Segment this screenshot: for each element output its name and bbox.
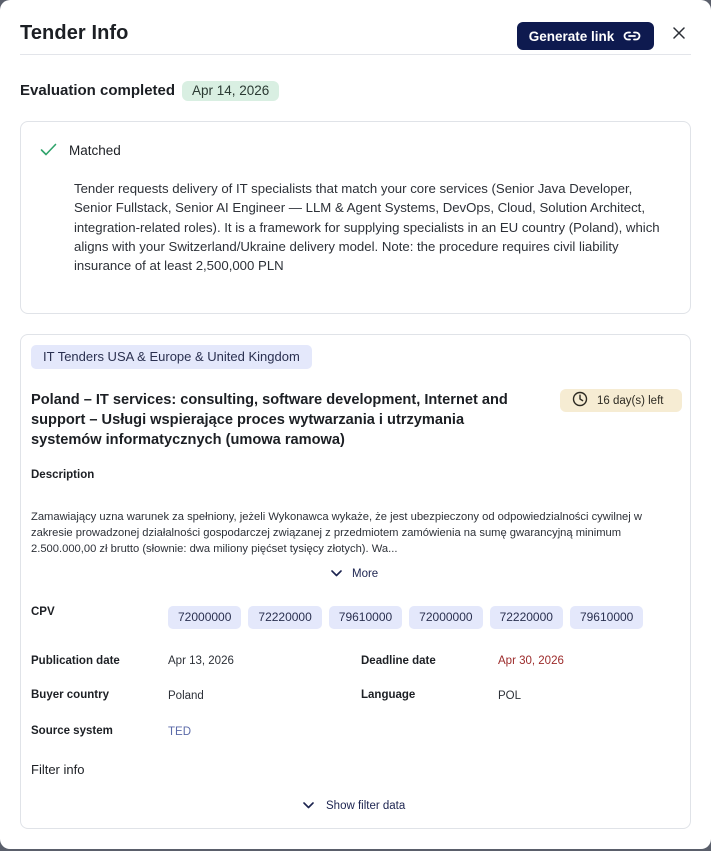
deadline-date-value: Apr 30, 2026 (498, 655, 564, 667)
generate-link-label: Generate link (528, 28, 615, 44)
chevron-down-icon (303, 800, 314, 812)
cpv-chip: 72220000 (248, 606, 321, 629)
modal-title: Tender Info (20, 22, 129, 44)
description-text: Zamawiający uzna warunek za spełniony, jeżeli Wykonawca wykaże, że jest ubezpieczony od odpowiedzialności cywilnej w zakresie prowadzonej działalności gospodarczej związanej z przedmiotem zamówienia na sumę gwarancyjną minimum 2.500.000,00 zł brutto (słownie: dwa miliony pięćset tysięcy złotych). Wa... (31, 511, 642, 555)
check-icon (40, 143, 57, 161)
cpv-list (168, 606, 643, 629)
language-label: Language (361, 689, 416, 701)
modal-header (20, 0, 691, 55)
description-heading: Description (31, 469, 95, 481)
tender-title: Poland – IT services: consulting, software development, Internet and support – Usługi wspierające proces wytwarzania i utrzymania systemów informatycznych (umowa ramowa) (31, 392, 508, 448)
cpv-chip: 72000000 (409, 606, 482, 629)
more-button[interactable] (331, 568, 378, 580)
publication-date-value: Apr 13, 2026 (168, 655, 234, 667)
evaluation-date-badge: Apr 14, 2026 (182, 81, 279, 101)
show-filter-data-label: Show filter data (326, 800, 406, 812)
more-label: More (352, 568, 379, 580)
cpv-chip: 79610000 (329, 606, 402, 629)
source-system-label: Source system (31, 725, 113, 737)
days-left-badge (560, 389, 682, 412)
cpv-label: CPV (31, 606, 55, 618)
cpv-chip: 72000000 (168, 606, 241, 629)
match-status-label: Matched (69, 143, 121, 158)
chevron-down-icon (331, 568, 342, 580)
close-button[interactable] (668, 24, 690, 46)
filter-info-heading: Filter info (31, 762, 85, 777)
category-tag: IT Tenders USA & Europe & United Kingdom (31, 345, 312, 369)
tender-card (20, 334, 691, 829)
publication-date-label: Publication date (31, 655, 120, 667)
clock-icon (572, 391, 588, 410)
generate-link-button[interactable] (517, 22, 654, 50)
evaluation-status: Evaluation completed (20, 82, 176, 99)
link-icon (622, 30, 642, 42)
show-filter-data-button[interactable] (303, 800, 405, 812)
buyer-country-value: Poland (168, 690, 204, 702)
cpv-chip: 79610000 (570, 606, 643, 629)
language-value: POL (498, 690, 522, 702)
cpv-chip: 72220000 (490, 606, 563, 629)
deadline-date-label: Deadline date (361, 655, 436, 667)
source-system-link[interactable]: TED (168, 726, 191, 738)
buyer-country-label: Buyer country (31, 689, 109, 701)
match-explanation: Tender requests delivery of IT specialists that match your core services (Senior Java Developer, Senior Fullstack, Senior AI Engineer — LLM & Agent Systems, DevOps, Cloud, Solution Architect, integration-related roles). It is a framework for supplying specialists in an EU country (Poland), which aligns with your Switzerland/Ukraine delivery model. Note: the procedure requires civil liability insurance of at least 2,500,000 PLN (74, 181, 660, 274)
close-icon (673, 26, 685, 44)
days-left-text: 16 day(s) left (597, 394, 664, 407)
match-card (20, 121, 691, 314)
